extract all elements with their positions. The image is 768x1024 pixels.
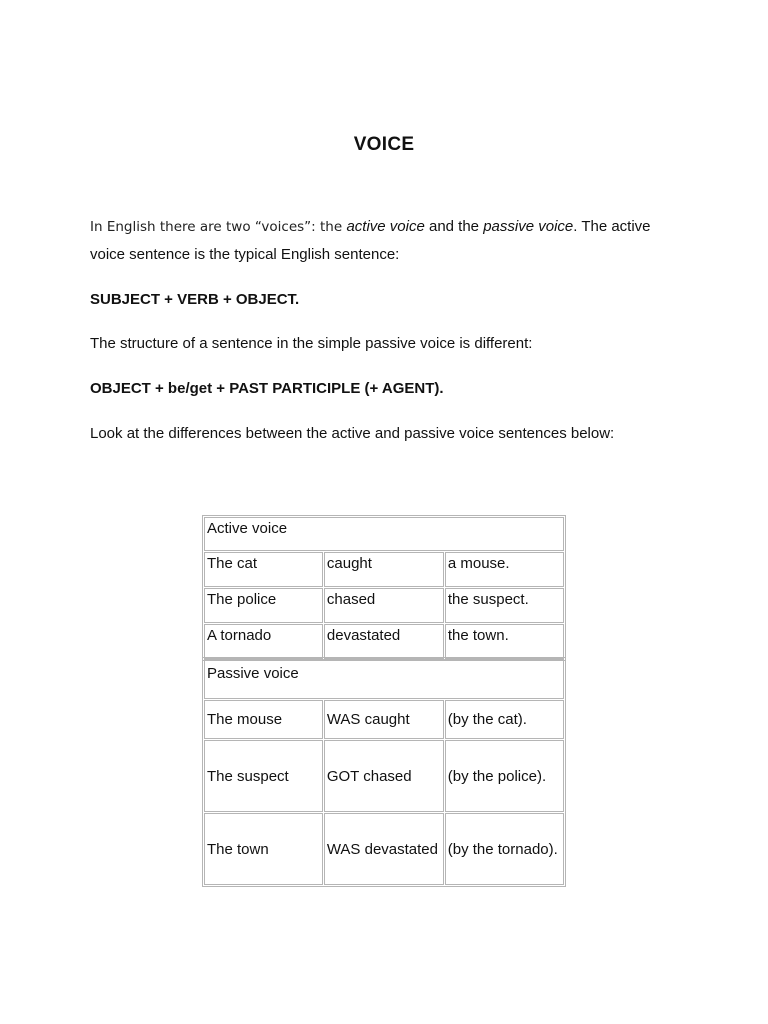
active-voice-table [202, 515, 566, 661]
table-cell: GOT chased [324, 740, 444, 812]
table-cell: A tornado [204, 624, 323, 659]
table-cell: The police [204, 588, 323, 623]
table-intro-paragraph: Look at the differences between the active and passive voice sentences below: [90, 425, 615, 442]
table-cell: (by the cat). [445, 700, 564, 739]
table-cell: The suspect [204, 740, 323, 812]
table-cell: WAS devastated [324, 813, 444, 885]
table-row [204, 740, 564, 812]
table-row [204, 700, 564, 739]
table-heading-row [204, 659, 564, 699]
table-cell: the town. [445, 624, 564, 659]
active-voice-heading: Active voice [204, 517, 564, 551]
table-cell: The mouse [204, 700, 323, 739]
table-cell: (by the police). [445, 740, 564, 812]
intro-lead: In English there are two “voices”: the [90, 219, 347, 235]
table-cell: caught [324, 552, 444, 587]
table-row [204, 813, 564, 885]
passive-intro-paragraph: The structure of a sentence in the simple passive voice is different: [90, 335, 533, 352]
table-row [204, 552, 564, 587]
table-cell: The town [204, 813, 323, 885]
table-cell: The cat [204, 552, 323, 587]
term-passive-voice: passive voice [483, 218, 574, 235]
passive-voice-table [202, 657, 566, 887]
intro-tail: . The active voice sentence is the typical English sentence: [90, 218, 651, 263]
table-cell: a mouse. [445, 552, 564, 587]
table-heading-row [204, 517, 564, 551]
active-formula: SUBJECT + VERB + OBJECT. [90, 291, 300, 308]
passive-formula: OBJECT + be/get + PAST PARTICIPLE (+ AGENT). [90, 380, 444, 397]
intro-paragraph [90, 213, 680, 268]
table-cell: devastated [324, 624, 444, 659]
passive-voice-heading: Passive voice [204, 659, 564, 699]
page-title: VOICE [353, 134, 415, 155]
table-cell: chased [324, 588, 444, 623]
term-active-voice: active voice [346, 218, 425, 235]
table-cell: (by the tornado). [445, 813, 564, 885]
table-row [204, 588, 564, 623]
table-cell: the suspect. [445, 588, 564, 623]
table-row [204, 624, 564, 659]
table-cell: WAS caught [324, 700, 444, 739]
intro-mid: and the [424, 218, 484, 235]
